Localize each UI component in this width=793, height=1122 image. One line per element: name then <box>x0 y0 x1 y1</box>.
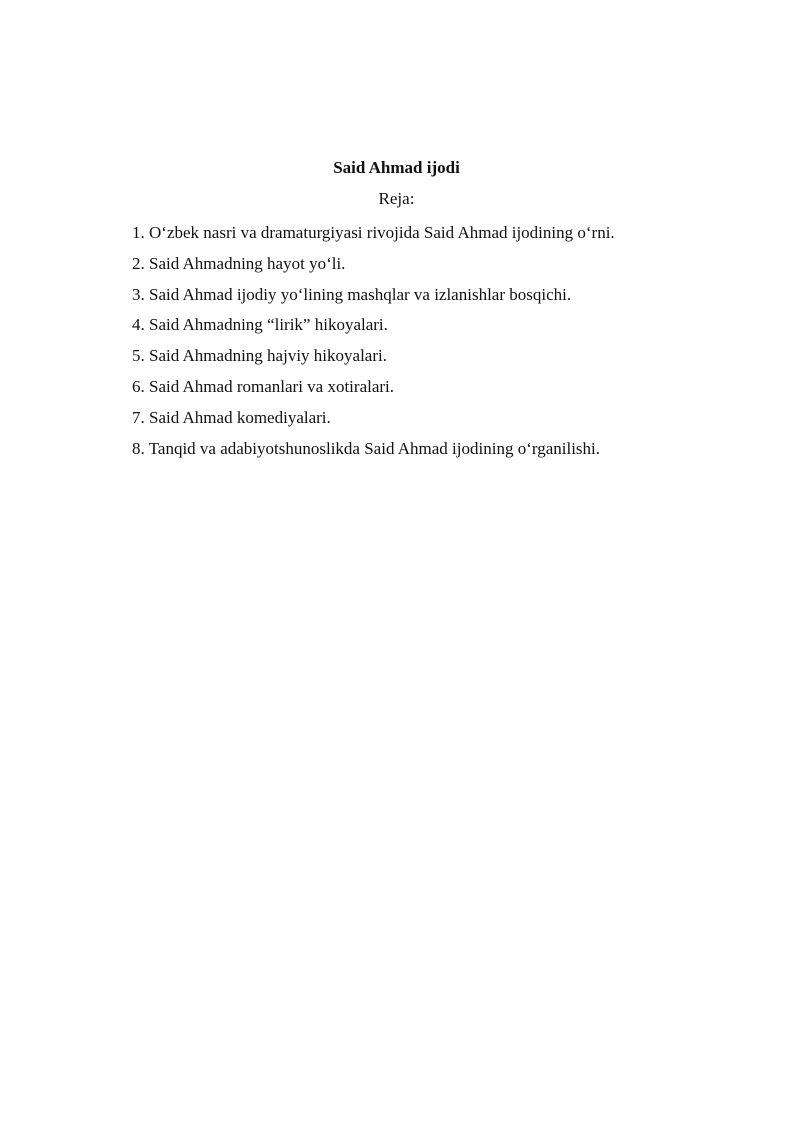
plan-item <box>132 403 615 434</box>
plan-item <box>132 218 615 249</box>
plan-item-text: Said Ahmadning “lirik” hikoyalari. <box>149 315 388 335</box>
plan-item-number: 3. <box>132 284 145 304</box>
plan-item-number: 1. <box>132 223 145 242</box>
plan-heading: Reja: <box>378 189 415 208</box>
plan-item <box>132 249 615 280</box>
plan-list <box>132 218 615 464</box>
plan-item-number: 7. <box>132 407 145 427</box>
plan-item <box>132 372 615 403</box>
plan-item <box>132 434 615 465</box>
document-title: Said Ahmad ijodi <box>333 158 460 177</box>
plan-item-number: 6. <box>132 376 145 396</box>
plan-item <box>132 280 615 311</box>
plan-item-text: Tanqid va adabiyotshunoslikda Said Ahmad ijodining o‘rganilishi. <box>148 438 601 458</box>
plan-item-number: 8. <box>132 438 145 458</box>
plan-item-number: 2. <box>132 253 145 273</box>
plan-item-text: Said Ahmad ijodiy yo‘lining mashqlar va izlanishlar bosqichi. <box>149 284 572 304</box>
plan-item-text: O‘zbek nasri va dramaturgiyasi rivojida Said Ahmad ijodining o‘rni. <box>149 223 615 242</box>
plan-item-number: 5. <box>132 346 145 366</box>
plan-item <box>132 310 615 341</box>
plan-item-number: 4. <box>132 315 145 335</box>
plan-item <box>132 341 615 372</box>
plan-item-text: Said Ahmad romanlari va xotiralari. <box>149 376 395 396</box>
plan-item-text: Said Ahmad komediyalari. <box>149 407 331 427</box>
plan-item-text: Said Ahmadning hajviy hikoyalari. <box>149 346 387 366</box>
plan-item-text: Said Ahmadning hayot yo‘li. <box>149 253 346 273</box>
